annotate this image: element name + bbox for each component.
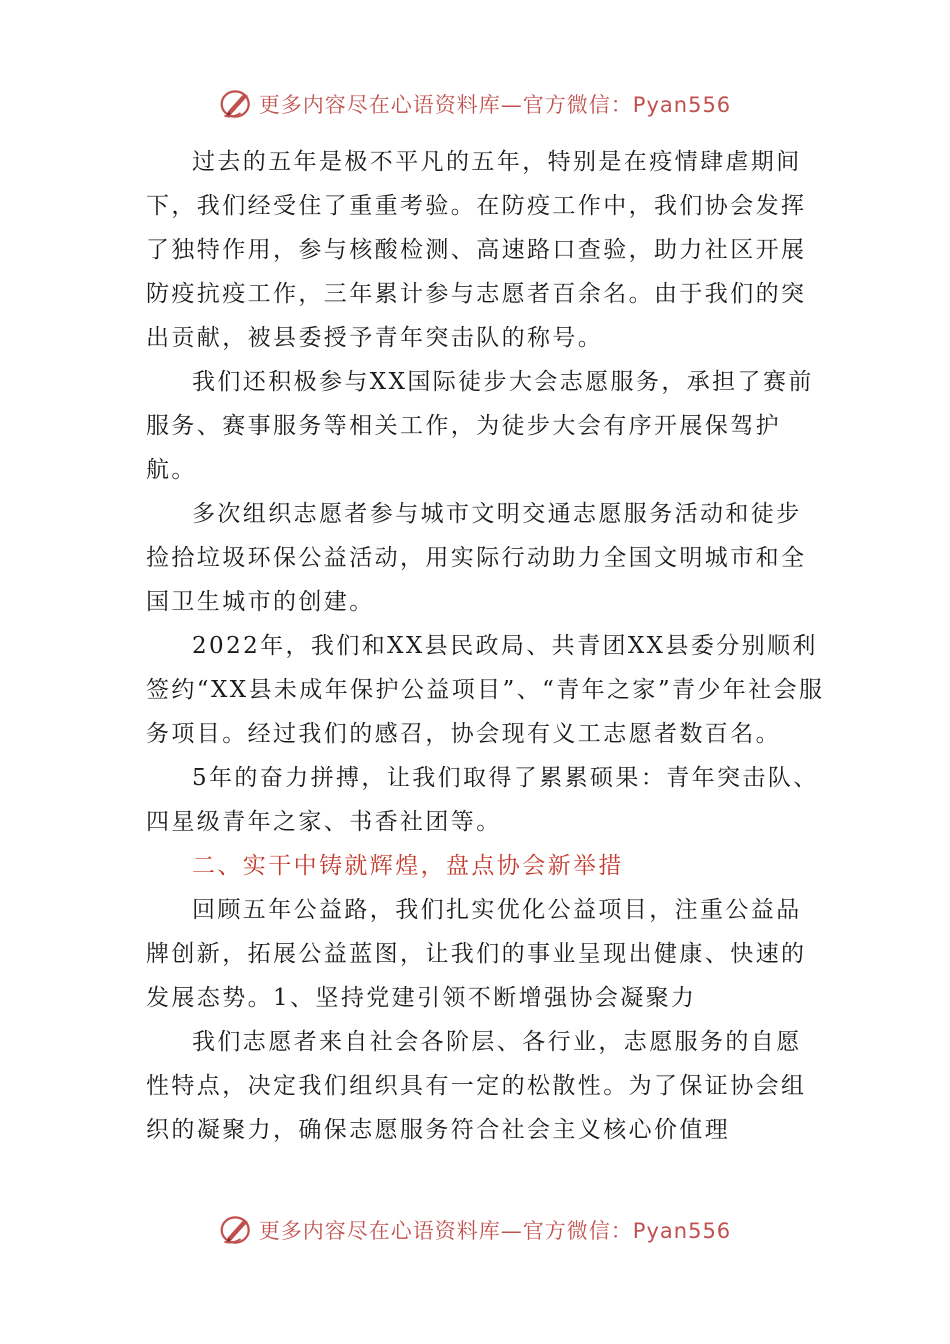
paragraph: 过去的五年是极不平凡的五年，特别是在疫情肆虐期间下，我们经受住了重重考验。在防疫工作中，我们协会发挥了独特作用，参与核酸检测、高速路口查验，助力社区开展防疫抗疫工作，三年累计参与志愿者百余名。由于我们的突出贡献，被县委授予青年突击队的称号。 — [146, 149, 807, 351]
watermark-header — [0, 84, 950, 124]
watermark-footer — [0, 1210, 950, 1250]
paragraph: 2022年，我们和XX县民政局、共青团XX县委分别顺利签约“XX县未成年保护公益项目”、“青年之家”青少年社会服务项目。经过我们的感召，协会现有义工志愿者数百名。 — [146, 633, 825, 747]
pen-logo-icon — [219, 1212, 255, 1248]
watermark-text: 更多内容尽在心语资料库—官方微信：Pyan556 — [258, 93, 732, 117]
paragraph: 多次组织志愿者参与城市文明交通志愿服务活动和徒步捡拾垃圾环保公益活动，用实际行动助力全国文明城市和全国卫生城市的创建。 — [146, 501, 807, 615]
paragraph: 我们还积极参与XX国际徒步大会志愿服务，承担了赛前服务、赛事服务等相关工作，为徒步大会有序开展保驾护航。 — [146, 369, 814, 483]
section-heading: 二、实干中铸就辉煌，盘点协会新举措 — [192, 853, 624, 879]
document-body — [146, 140, 826, 1152]
watermark-text: 更多内容尽在心语资料库—官方微信：Pyan556 — [258, 1219, 732, 1243]
paragraph: 回顾五年公益路，我们扎实优化公益项目，注重公益品牌创新，拓展公益蓝图，让我们的事业呈现出健康、快速的发展态势。1、坚持党建引领不断增强协会凝聚力 — [146, 897, 807, 1011]
paragraph: 我们志愿者来自社会各阶层、各行业，志愿服务的自愿性特点，决定我们组织具有一定的松散性。为了保证协会组织的凝聚力，确保志愿服务符合社会主义核心价值理 — [146, 1029, 807, 1143]
pen-logo-icon — [219, 86, 255, 122]
paragraph: 5年的奋力拼搏，让我们取得了累累硕果：青年突击队、四星级青年之家、书香社团等。 — [146, 765, 819, 835]
